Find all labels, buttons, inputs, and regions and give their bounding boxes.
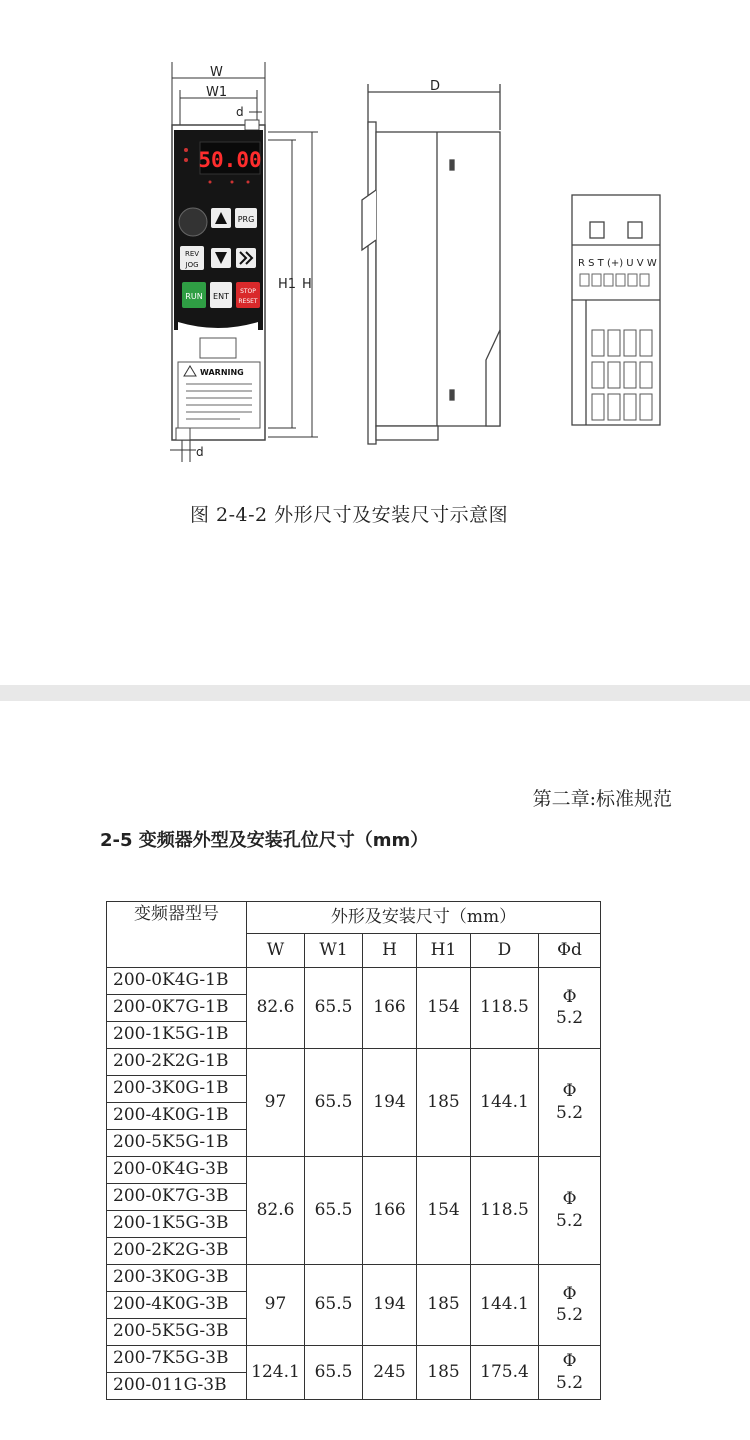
figure-caption: 图 2-4-2 外形尺寸及安装尺寸示意图 xyxy=(190,504,509,526)
cell-phi-d xyxy=(539,1265,601,1346)
cell-h1: 185 xyxy=(417,1265,471,1346)
cell-phi-d xyxy=(539,1346,601,1400)
cell-phi-d xyxy=(539,968,601,1049)
col-header-h: H xyxy=(363,934,417,968)
inverter-terminal-view xyxy=(572,195,660,425)
cell-h1: 185 xyxy=(417,1049,471,1157)
cell-w: 97 xyxy=(247,1049,305,1157)
col-header-phi-d: Φd xyxy=(539,934,601,968)
phi-value: 5.2 xyxy=(556,1008,584,1028)
section-divider xyxy=(0,685,750,701)
dims-header: 外形及安装尺寸（mm） xyxy=(247,902,601,934)
key-run: RUN xyxy=(185,292,203,301)
inverter-side-view xyxy=(362,84,500,444)
cell-d: 144.1 xyxy=(471,1265,539,1346)
phi-symbol: Φ xyxy=(562,1351,577,1372)
table-row xyxy=(107,1049,601,1076)
phi-symbol: Φ xyxy=(562,986,577,1007)
model-cell: 200-3K0G-3B xyxy=(107,1265,247,1292)
table-row xyxy=(107,968,601,995)
cell-w1: 65.5 xyxy=(305,1157,363,1265)
cell-h1: 185 xyxy=(417,1346,471,1400)
cell-phi-d xyxy=(539,1049,601,1157)
key-rev: REV xyxy=(184,250,200,258)
model-cell: 200-5K5G-3B xyxy=(107,1319,247,1346)
phi-value: 5.2 xyxy=(556,1305,584,1325)
inverter-front-view xyxy=(172,120,265,440)
model-cell: 200-4K0G-1B xyxy=(107,1103,247,1130)
cell-w: 124.1 xyxy=(247,1346,305,1400)
cell-h: 194 xyxy=(363,1265,417,1346)
cell-w: 82.6 xyxy=(247,968,305,1049)
cell-d: 144.1 xyxy=(471,1049,539,1157)
model-cell: 200-0K7G-3B xyxy=(107,1184,247,1211)
key-jog: JOG xyxy=(185,261,199,269)
phi-value: 5.2 xyxy=(556,1372,584,1393)
cell-w1: 65.5 xyxy=(305,1346,363,1400)
cell-w1: 65.5 xyxy=(305,1049,363,1157)
cell-h1: 154 xyxy=(417,968,471,1049)
section-title: 2-5 变频器外型及安装孔位尺寸（mm） xyxy=(100,830,429,851)
dimension-figure xyxy=(0,0,750,640)
terminal-labels: R S T (+) U V W xyxy=(578,258,657,269)
phi-symbol: Φ xyxy=(562,1081,577,1102)
dimension-drawing xyxy=(0,0,750,480)
dimension-table xyxy=(106,901,601,1400)
model-cell: 200-2K2G-3B xyxy=(107,1238,247,1265)
model-cell: 200-4K0G-3B xyxy=(107,1292,247,1319)
col-header-w1: W1 xyxy=(305,934,363,968)
cell-d: 118.5 xyxy=(471,968,539,1049)
cell-h: 166 xyxy=(363,968,417,1049)
key-stop: STOP xyxy=(240,288,256,295)
model-cell: 200-2K2G-1B xyxy=(107,1049,247,1076)
warning-label: WARNING xyxy=(200,368,244,377)
dim-label-w1: W1 xyxy=(206,85,228,100)
dim-label-d-small: d xyxy=(236,105,244,119)
dim-label-d-bottom: d xyxy=(196,445,204,459)
model-cell: 200-7K5G-3B xyxy=(107,1346,247,1373)
cell-h1: 154 xyxy=(417,1157,471,1265)
cell-w1: 65.5 xyxy=(305,1265,363,1346)
cell-phi-d xyxy=(539,1157,601,1265)
phi-symbol: Φ xyxy=(562,1283,577,1304)
cell-h: 245 xyxy=(363,1346,417,1400)
dim-label-h1: H1 xyxy=(278,277,297,292)
phi-value: 5.2 xyxy=(556,1210,584,1231)
model-cell: 200-0K4G-3B xyxy=(107,1157,247,1184)
key-prg: PRG xyxy=(237,215,255,224)
cell-w: 82.6 xyxy=(247,1157,305,1265)
model-cell: 200-3K0G-1B xyxy=(107,1076,247,1103)
col-header-h1: H1 xyxy=(417,934,471,968)
cell-w1: 65.5 xyxy=(305,968,363,1049)
phi-symbol: Φ xyxy=(562,1189,577,1210)
model-cell: 200-0K4G-1B xyxy=(107,968,247,995)
model-cell: 200-1K5G-3B xyxy=(107,1211,247,1238)
table-row xyxy=(107,1157,601,1184)
dim-label-h: H xyxy=(302,277,312,292)
table-row xyxy=(107,1346,601,1373)
dim-label-depth: D xyxy=(430,79,441,94)
model-header: 变频器型号 xyxy=(107,902,247,968)
cell-d: 175.4 xyxy=(471,1346,539,1400)
cell-h: 166 xyxy=(363,1157,417,1265)
phi-value: 5.2 xyxy=(556,1102,584,1123)
led-display: 50.00 xyxy=(198,148,262,172)
model-cell: 200-5K5G-1B xyxy=(107,1130,247,1157)
cell-w: 97 xyxy=(247,1265,305,1346)
model-cell: 200-0K7G-1B xyxy=(107,995,247,1022)
model-cell: 200-1K5G-1B xyxy=(107,1022,247,1049)
key-reset: RESET xyxy=(238,298,258,305)
table-row xyxy=(107,1265,601,1292)
cell-d: 118.5 xyxy=(471,1157,539,1265)
col-header-w: W xyxy=(247,934,305,968)
dim-label-w: W xyxy=(210,65,223,80)
col-header-d: D xyxy=(471,934,539,968)
key-ent: ENT xyxy=(213,292,229,301)
model-cell: 200-011G-3B xyxy=(107,1373,247,1400)
cell-h: 194 xyxy=(363,1049,417,1157)
chapter-header: 第二章:标准规范 xyxy=(532,788,672,810)
